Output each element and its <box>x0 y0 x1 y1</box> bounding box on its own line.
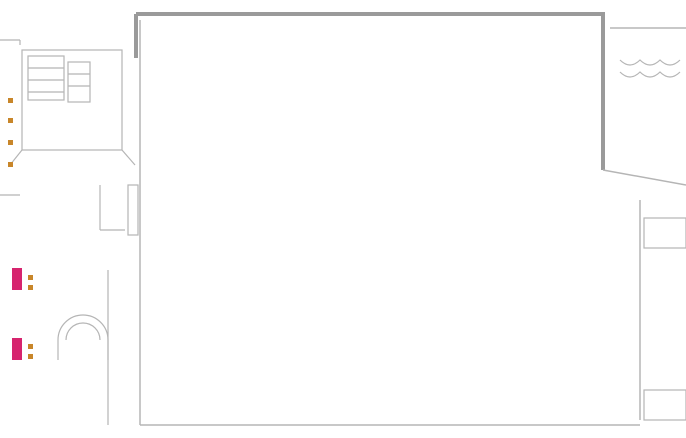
restroom-stall-group-a <box>28 56 64 100</box>
registration-table-upper <box>12 268 22 290</box>
left-edge-chairs <box>8 98 13 167</box>
left-architecture <box>0 40 138 425</box>
hall-walls <box>136 14 603 170</box>
east-entry-doors <box>620 60 680 65</box>
registration-area <box>12 268 33 360</box>
side-room-upper <box>644 218 686 248</box>
archway <box>58 315 108 340</box>
side-room-lower <box>644 390 686 420</box>
restroom-stall-group-b <box>68 62 90 102</box>
right-architecture <box>620 60 686 420</box>
lobby-wall <box>603 170 686 185</box>
registration-table-lower <box>12 338 22 360</box>
hall-wall-north-east <box>520 14 603 170</box>
